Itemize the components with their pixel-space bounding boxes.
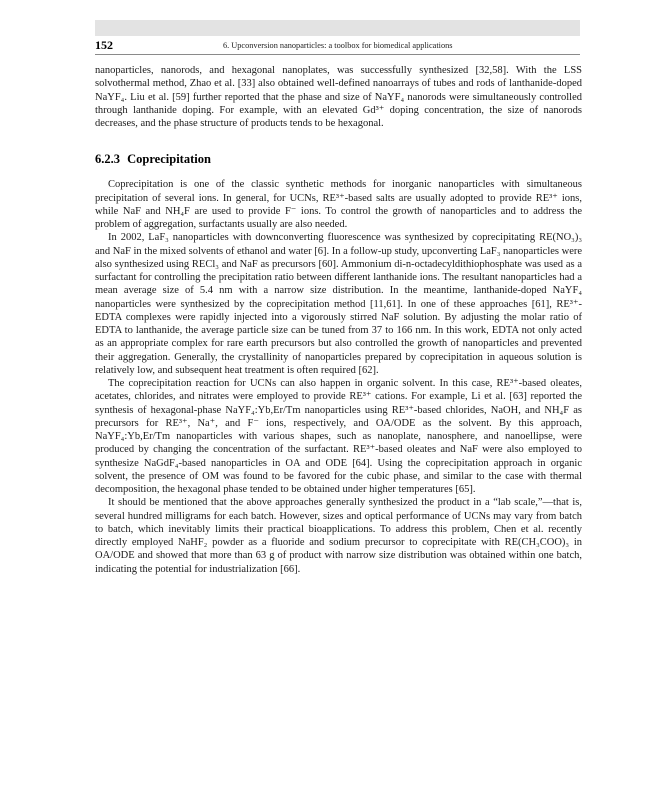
body-paragraph-3: The coprecipitation reaction for UCNs can also happen in organic solvent. In this case, RE³⁺-based oleates, acetates, chlorides, and nitrates were employed to provide RE³⁺ cations. For example, Li et al. [63] reported the synthesis of hexagonal-phase NaYF₄:Yb,Er/Tm nanoparticles using RE³⁺-based chlorides, NaOH, and NH₄F as precursors for RE³⁺, Na⁺, and F⁻ ions, respectively, and OA/ODE as the solvent. By this approach, NaYF₄:Yb,Er/Tm nanoparticles with various shapes, such as nanoplate, nanosphere, and nanoellipse, were produced by changing the concentration of the surfactant. RE³⁺-based oleates and NaF were also employed to synthesize NaGdF₄-based nanoparticles in OA and ODE [64]. Using the coprecipitation approach in organic solvent, the presence of OM was found to be favored for the cubic phase, and similar to the case with thermal decomposition, the hexagonal phase tended to be obtained under higher temperatures [65]. [95,378,582,495]
page-body [95,64,582,576]
header-band [95,20,580,36]
body-paragraph-1: Coprecipitation is one of the classic synthetic methods for inorganic nanoparticles with simultaneous precipitation of several ions. In general, for UCNs, RE³⁺-based salts are usually adopted to provide RE³⁺ ions, while NaF and NH₄F are used to provide F⁻ ions. To control the growth of nanoparticles and to address the problem of aggregation, surfactants usually are also needed. [95,179,582,230]
section-title: Coprecipitation [127,152,211,167]
running-head: 6. Upconversion nanoparticles: a toolbox for biomedical applications [223,41,453,50]
body-paragraph-2: In 2002, LaF₃ nanoparticles with downconverting fluorescence was synthesized by coprecipitating RE(NO₃)₃ and NaF in the mixed solvents of ethanol and water [6]. In a follow-up study, upconverting LaF₃ nanoparticles were also synthesized using RECl₃ and NaF as precursors [60]. Ammonium di-n-octadecyldithiophosphate was used as a surfactant for controlling the precipitation ratio between different lanthanide ions. The resultant nanoparticles had a mean average size of 5.4 nm with a narrow size distribution. In the meantime, lanthanide-doped NaYF₄ nanoparticles were synthesized by the coprecipitation method [11,61]. In one of these approaches [61], RE³⁺-EDTA complexes were rapidly injected into a vigorously stirred NaF solution. By adjusting the molar ratio of EDTA to lanthanide, the average particle size can be tuned from 37 to 166 nm. In this work, EDTA not only acted as an appropriate complex for rare earth precursors but also controlled the growth of nanoparticles and prevented their aggregation. Generally, the crystallinity of nanoparticles prepared by coprecipitation in aqueous solution is relatively low, and subsequent heat treatment is often required [62]. [95,232,583,376]
page-number: 152 [95,38,113,52]
intro-paragraph: nanoparticles, nanorods, and hexagonal nanoplates, was successfully synthesized [32,58]. With the LSS solvothermal method, Zhao et al. [33] also obtained well-defined nanoarrays of tubes and rods of lanthanide-doped NaYF₄. Liu et al. [59] further reported that the phase and size of NaYF₄ nanorods were simultaneously controlled through lanthanide doping. For example, with an elevated Gd³⁺ doping concentration, the size of nanorods decreases, and the phase structure of products tends to be hexagonal. [95,65,582,129]
section-heading [95,152,582,167]
section-number: 6.2.3 [95,152,120,167]
body-paragraph-4: It should be mentioned that the above approaches generally synthesized the product in a “lab scale,”—that is, several hundred milligrams for each batch. However, sizes and optical performance of UCNs may vary from batch to batch, which inevitably limits their practical bioapplications. To address this problem, Chen et al. recently directly employed NaHF₂ powder as a fluoride and sodium precursor to coprecipitate with RE(CH₃COO)₃ in OA/ODE and showed that more than 63 g of product with narrow size distribution was obtained within one batch, indicating the potential for industrialization [66]. [95,497,582,575]
page-header [95,36,580,55]
